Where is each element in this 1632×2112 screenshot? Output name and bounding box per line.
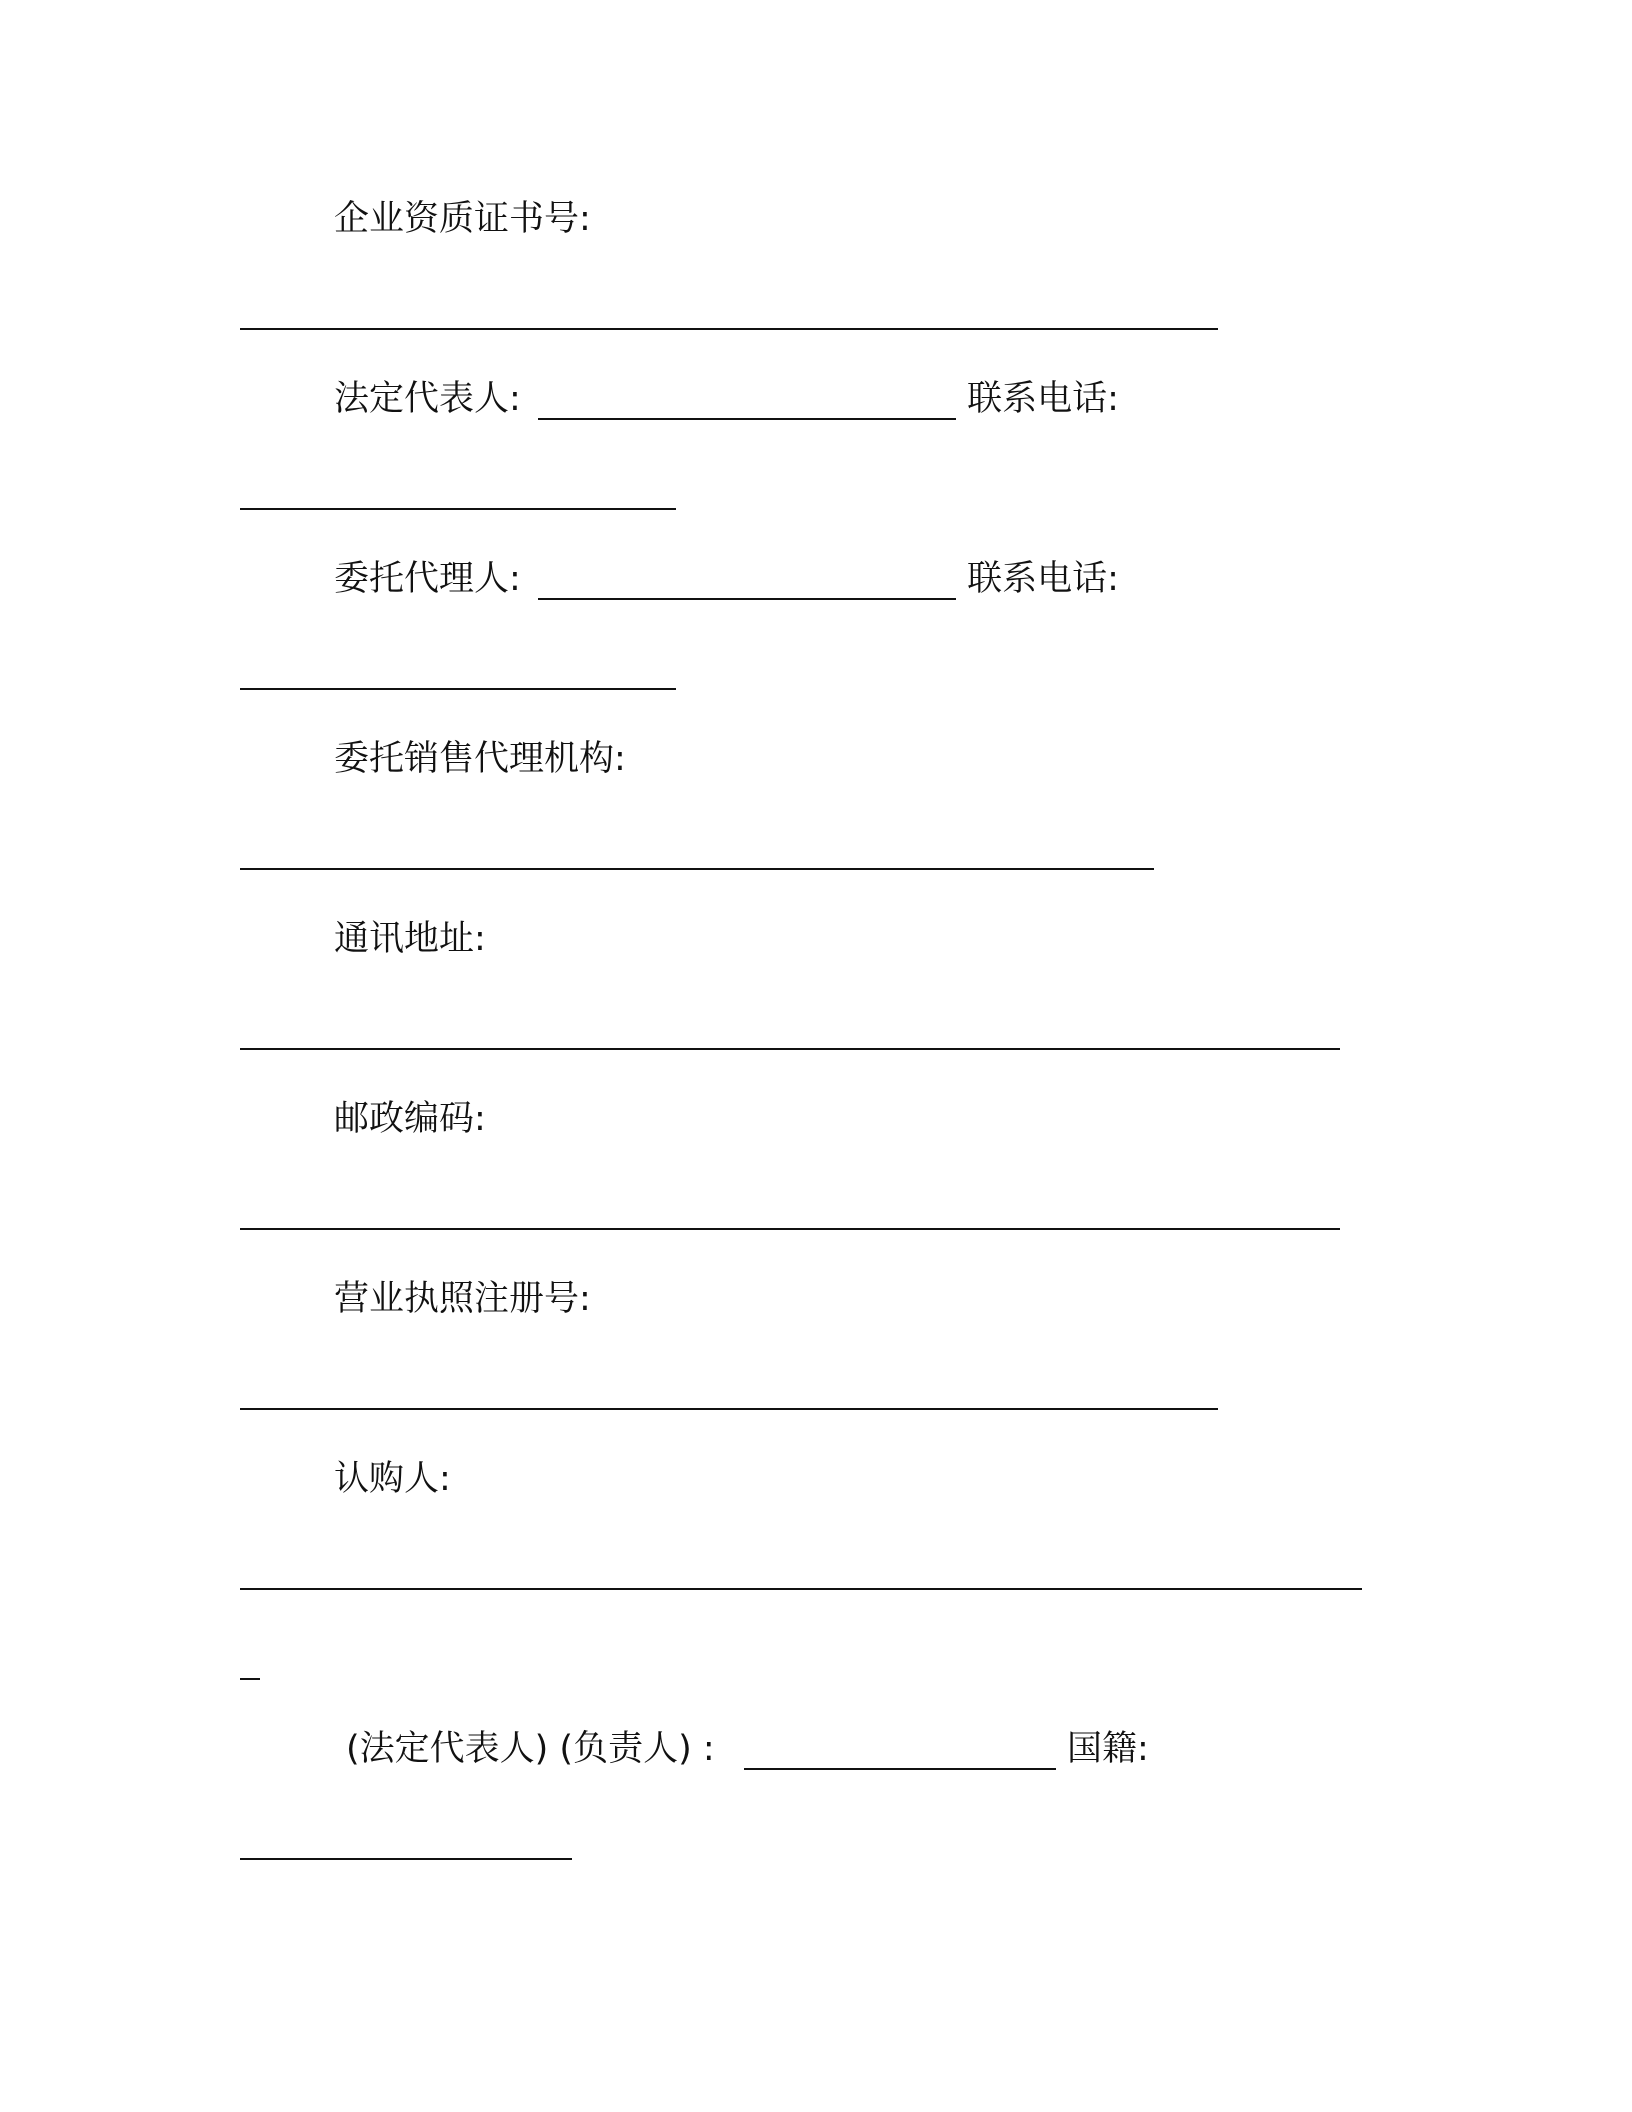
agent-phone-field[interactable] bbox=[240, 639, 676, 699]
sales-agency-label: 委托销售代理机构: bbox=[334, 739, 626, 779]
postal-code-blank-row bbox=[240, 1178, 1340, 1238]
agent-row bbox=[334, 548, 1119, 608]
sales-agency-row bbox=[334, 728, 626, 788]
sales-agency-blank-row bbox=[240, 818, 1154, 878]
subscriber-rep-field[interactable] bbox=[744, 1719, 1056, 1779]
legal-rep-row bbox=[334, 368, 1119, 428]
subscriber-blank-row bbox=[240, 1538, 1362, 1598]
subscriber-row bbox=[334, 1448, 451, 1508]
qualification-cert-label: 企业资质证书号: bbox=[334, 199, 591, 239]
address-blank-row bbox=[240, 998, 1340, 1058]
nationality-label: 国籍: bbox=[1066, 1729, 1149, 1769]
agent-field[interactable] bbox=[538, 549, 956, 609]
legal-rep-phone-label: 联系电话: bbox=[967, 379, 1119, 419]
business-license-blank-row bbox=[240, 1358, 1218, 1418]
sales-agency-field[interactable] bbox=[240, 819, 1154, 879]
business-license-label: 营业执照注册号: bbox=[334, 1279, 591, 1319]
legal-rep-phone-field[interactable] bbox=[240, 459, 676, 519]
nationality-blank-row bbox=[240, 1808, 572, 1868]
address-row bbox=[334, 908, 486, 968]
qualification-cert-row bbox=[334, 188, 591, 248]
subscriber-blank-continuation-row bbox=[240, 1628, 260, 1688]
postal-code-label: 邮政编码: bbox=[334, 1099, 486, 1139]
subscriber-field-continuation[interactable] bbox=[240, 1629, 260, 1689]
address-field[interactable] bbox=[240, 999, 1340, 1059]
agent-label: 委托代理人: bbox=[334, 559, 521, 599]
business-license-row bbox=[334, 1268, 591, 1328]
legal-rep-field[interactable] bbox=[538, 369, 956, 429]
subscriber-rep-label: (法定代表人) (负责人) : bbox=[346, 1729, 715, 1769]
subscriber-rep-row bbox=[346, 1718, 1149, 1778]
agent-phone-label: 联系电话: bbox=[967, 559, 1119, 599]
legal-rep-phone-blank-row bbox=[240, 458, 676, 518]
postal-code-field[interactable] bbox=[240, 1179, 1340, 1239]
postal-code-row bbox=[334, 1088, 486, 1148]
legal-rep-label: 法定代表人: bbox=[334, 379, 521, 419]
subscriber-label: 认购人: bbox=[334, 1459, 451, 1499]
business-license-field[interactable] bbox=[240, 1359, 1218, 1419]
agent-phone-blank-row bbox=[240, 638, 676, 698]
nationality-field[interactable] bbox=[240, 1809, 572, 1869]
subscriber-field[interactable] bbox=[240, 1539, 1362, 1599]
qualification-cert-field[interactable] bbox=[240, 279, 1218, 339]
address-label: 通讯地址: bbox=[334, 919, 486, 959]
qualification-cert-blank-row bbox=[240, 278, 1218, 338]
